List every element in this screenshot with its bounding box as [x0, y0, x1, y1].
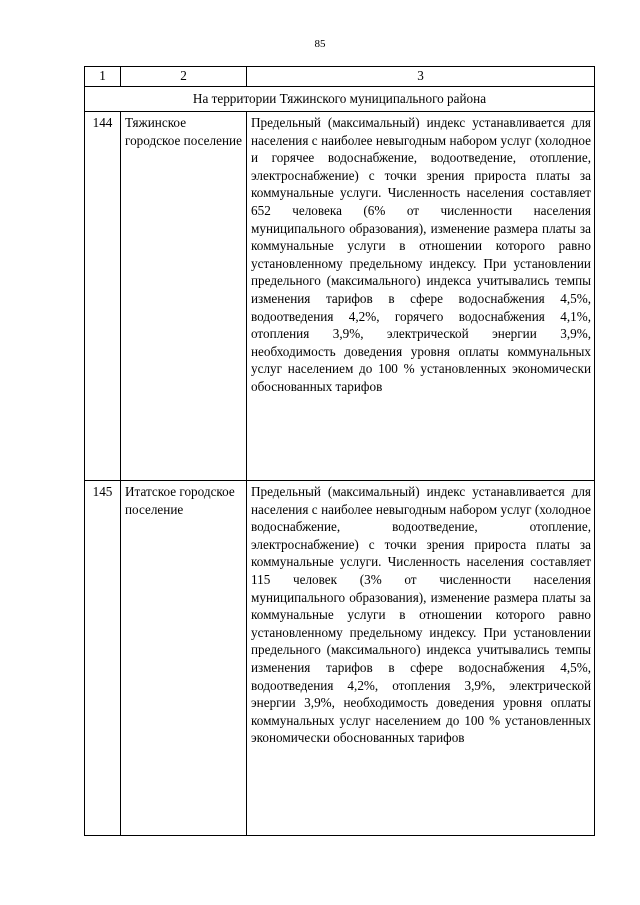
table-row — [85, 481, 595, 836]
row-number: 145 — [85, 481, 121, 836]
settlement-name: Тяжинское городское поселение — [121, 112, 247, 481]
region-heading: На территории Тяжинского муниципального района — [85, 87, 595, 112]
column-number-3: 3 — [247, 67, 595, 87]
settlement-name: Итатское городское поселение — [121, 481, 247, 836]
page-number: 85 — [314, 38, 326, 50]
index-description: Предельный (максимальный) индекс устанавливается для населения с наиболее невыгодным набором услуг (холодное водоснабжение, водоотведение, отопление, электроснабжение) с точки зрения прироста платы за коммунальные услуги. Численность населения составляет 115 человек (3% от численности населения муниципального образования), изменение размера платы за коммунальные услуги в отношении которого равно установленному предельному индексу. При установлении предельного (максимального) индекса учитывались темпы изменения тарифов в сфере водоснабжения 4,5%, водоотведения 4,2%, отопления 3,9%, электрической энергии 3,9%, необходимость доведения уровня оплаты коммунальных услуг населением до 100 % установленных экономически обоснованных тарифов — [247, 481, 595, 836]
column-number-row — [85, 67, 595, 87]
region-row — [85, 87, 595, 112]
index-description: Предельный (максимальный) индекс устанавливается для населения с наиболее невыгодным набором услуг (холодное и горячее водоснабжение, водоотведение, отопление, электроснабжение) с точки зрения прироста платы за коммунальные услуги. Численность населения составляет 652 человека (6% от численности населения муниципального образования), изменение размера платы за коммунальные услуги в отношении которого равно установленному предельному индексу. При установлении предельного (максимального) индекса учитывались темпы изменения тарифов в сфере водоснабжения 4,5%, водоотведения 4,2%, горячего водоснабжения 4,1%, отопления 3,9%, электрической энергии 3,9%, необходимость доведения уровня оплаты коммунальных услуг населением до 100 % установленных экономически обоснованных тарифов — [247, 112, 595, 481]
column-number-1: 1 — [85, 67, 121, 87]
column-number-2: 2 — [121, 67, 247, 87]
tariff-table — [84, 66, 595, 836]
row-number: 144 — [85, 112, 121, 481]
table-row — [85, 112, 595, 481]
